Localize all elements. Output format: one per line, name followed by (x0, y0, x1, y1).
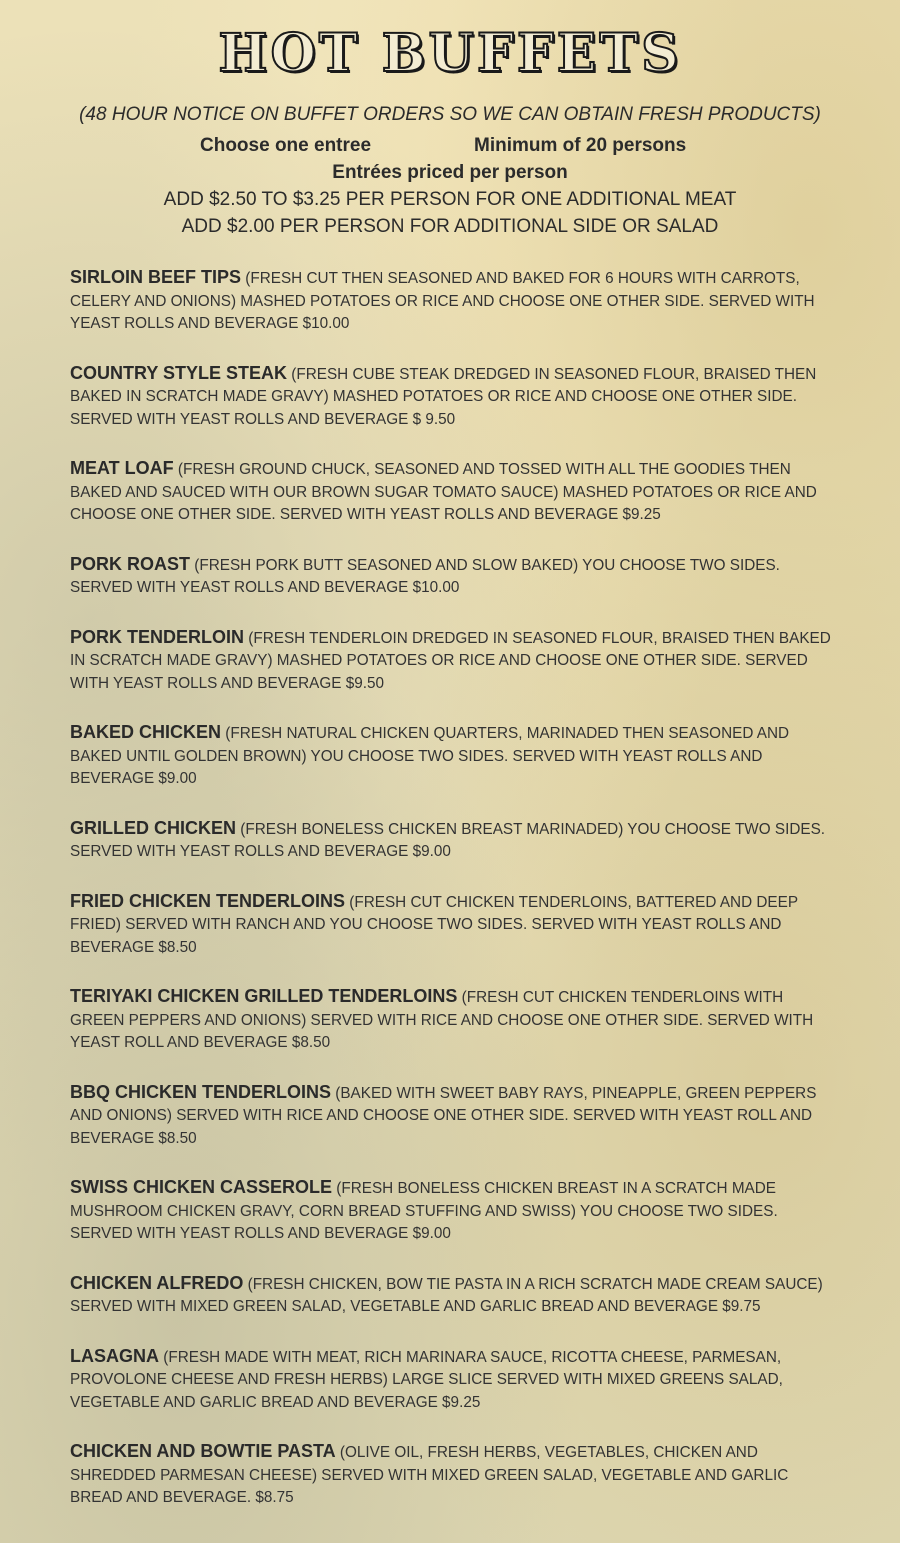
menu-item-description: (FRESH PORK BUTT SEASONED AND SLOW BAKED) YOU CHOOSE TWO SIDES. SERVED WITH YEAST ROLLS AND BEVERAGE $10.00 (70, 556, 780, 596)
menu-item (70, 626, 835, 696)
menu-item-description: (FRESH MADE WITH MEAT, RICH MARINARA SAUCE, RICOTTA CHEESE, PARMESAN, PROVOLONE CHEESE AND FRESH HERBS) LARGE SLICE SERVED WITH MIXED GREENS SALAD, VEGETABLE AND GARLIC BREAD AND BEVERAGE $9.25 (70, 1348, 783, 1411)
menu-item-name: PORK TENDERLOIN (70, 626, 245, 647)
menu-item-description: (FRESH CUBE STEAK DREDGED IN SEASONED FLOUR, BRAISED THEN BAKED IN SCRATCH MADE GRAVY) MASHED POTATOES OR RICE AND CHOOSE ONE OTHER SIDE. SERVED WITH YEAST ROLLS AND BEVERAGE $ 9.50 (70, 365, 817, 428)
menu-item-description: (FRESH TENDERLOIN DREDGED IN SEASONED FLOUR, BRAISED THEN BAKED IN SCRATCH MADE GRAVY) MASHED POTATOES OR RICE AND CHOOSE ONE OTHER SIDE. SERVED WITH YEAST ROLLS AND BEVERAGE $9.50 (70, 629, 831, 692)
menu-item (70, 1081, 835, 1151)
menu-item-name: TERIYAKI CHICKEN GRILLED TENDERLOINS (70, 986, 458, 1006)
choose-entree-text: Choose one entree (200, 135, 372, 156)
menu-item-description: (FRESH CHICKEN, BOW TIE PASTA IN A RICH SCRATCH MADE CREAM SAUCE) SERVED WITH MIXED GREEN SALAD, VEGETABLE AND GARLIC BREAD AND BEVERAGE $9.75 (70, 1275, 823, 1315)
menu-item-name: CHICKEN AND BOWTIE PASTA (70, 1441, 336, 1461)
menu-item-description: (FRESH BONELESS CHICKEN BREAST MARINADED) YOU CHOOSE TWO SIDES. SERVED WITH YEAST ROLLS AND BEVERAGE $9.00 (70, 820, 826, 860)
menu-item-name: CHICKEN ALFREDO (70, 1272, 244, 1293)
menu-item (70, 1345, 835, 1415)
page-title: HOT BUFFETS (218, 23, 682, 84)
menu-item-name: COUNTRY STYLE STEAK (70, 362, 288, 383)
menu-item-name: BBQ CHICKEN TENDERLOINS (70, 1081, 332, 1102)
menu-item-description: (FRESH CUT THEN SEASONED AND BAKED FOR 6 HOURS WITH CARROTS, CELERY AND ONIONS) MASHED POTATOES OR RICE AND CHOOSE ONE OTHER SIDE. SERVED WITH YEAST ROLLS AND BEVERAGE $10.00 (70, 270, 815, 332)
menu-item (70, 457, 835, 527)
menu-item-name: GRILLED CHICKEN (70, 817, 236, 838)
menu-item (70, 817, 835, 864)
add-side-text: ADD $2.00 PER PERSON FOR ADDITIONAL SIDE OR SALAD (181, 216, 719, 237)
menu-item-description: (FRESH BONELESS CHICKEN BREAST IN A SCRATCH MADE MUSHROOM CHICKEN GRAVY, CORN BREAD STUFFING AND SWISS) YOU CHOOSE TWO SIDES. SERVED WITH YEAST ROLLS AND BEVERAGE $9.00 (70, 1180, 778, 1242)
menu-item-description: (FRESH CUT CHICKEN TENDERLOINS, BATTERED AND DEEP FRIED) SERVED WITH RANCH AND YOU CHOOSE TWO SIDES. SERVED WITH YEAST ROLLS AND BEVERAGE $8.50 (70, 893, 798, 956)
menu-item-name: BAKED CHICKEN (70, 722, 222, 742)
menu-item (70, 1176, 835, 1246)
menu-list (70, 266, 835, 1536)
menu-item (70, 362, 835, 432)
menu-item-description: (FRESH NATURAL CHICKEN QUARTERS, MARINADED THEN SEASONED AND BAKED UNTIL GOLDEN BROWN) YOU CHOOSE TWO SIDES. SERVED WITH YEAST ROLLS AND BEVERAGE $9.00 (70, 725, 790, 787)
menu-item (70, 266, 835, 336)
menu-item-name: MEAT LOAF (70, 458, 174, 478)
order-notice: (48 HOUR NOTICE ON BUFFET ORDERS SO WE CAN OBTAIN FRESH PRODUCTS) (79, 104, 821, 125)
menu-item-name: LASAGNA (70, 1345, 159, 1366)
menu-item-description: (BAKED WITH SWEET BABY RAYS, PINEAPPLE, GREEN PEPPERS AND ONIONS) SERVED WITH RICE AND CHOOSE ONE OTHER SIDE. SERVED WITH YEAST ROLL AND BEVERAGE $8.50 (70, 1084, 817, 1147)
menu-item (70, 1272, 835, 1319)
menu-item-name: SIRLOIN BEEF TIPS (70, 267, 242, 287)
menu-item (70, 1440, 835, 1510)
menu-item (70, 985, 835, 1055)
priced-per-person-text: Entrées priced per person (332, 162, 568, 183)
menu-item-description: (OLIVE OIL, FRESH HERBS, VEGETABLES, CHICKEN AND SHREDDED PARMESAN CHEESE) SERVED WITH MIXED GREEN SALAD, VEGETABLE AND GARLIC BREAD AND BEVERAGE. $8.75 (70, 1444, 789, 1506)
menu-item-description: (FRESH CUT CHICKEN TENDERLOINS WITH GREEN PEPPERS AND ONIONS) SERVED WITH RICE AND CHOOSE ONE OTHER SIDE. SERVED WITH YEAST ROLL AND BEVERAGE $8.50 (70, 989, 814, 1051)
menu-item (70, 721, 835, 791)
add-meat-text: ADD $2.50 TO $3.25 PER PERSON FOR ONE ADDITIONAL MEAT (163, 189, 737, 210)
menu-item-name: PORK ROAST (70, 553, 191, 574)
minimum-persons-text: Minimum of 20 persons (474, 135, 687, 156)
menu-item-description: (FRESH GROUND CHUCK, SEASONED AND TOSSED WITH ALL THE GOODIES THEN BAKED AND SAUCED WITH OUR BROWN SUGAR TOMATO SAUCE) MASHED POTATOES OR RICE AND CHOOSE ONE OTHER SIDE. SERVED WITH YEAST ROLLS AND BEVERAGE $9.25 (70, 461, 817, 523)
entree-info-row (0, 133, 900, 159)
menu-item (70, 553, 835, 600)
menu-item-name: SWISS CHICKEN CASSEROLE (70, 1177, 333, 1197)
menu-item (70, 890, 835, 960)
menu-item-name: FRIED CHICKEN TENDERLOINS (70, 890, 346, 911)
